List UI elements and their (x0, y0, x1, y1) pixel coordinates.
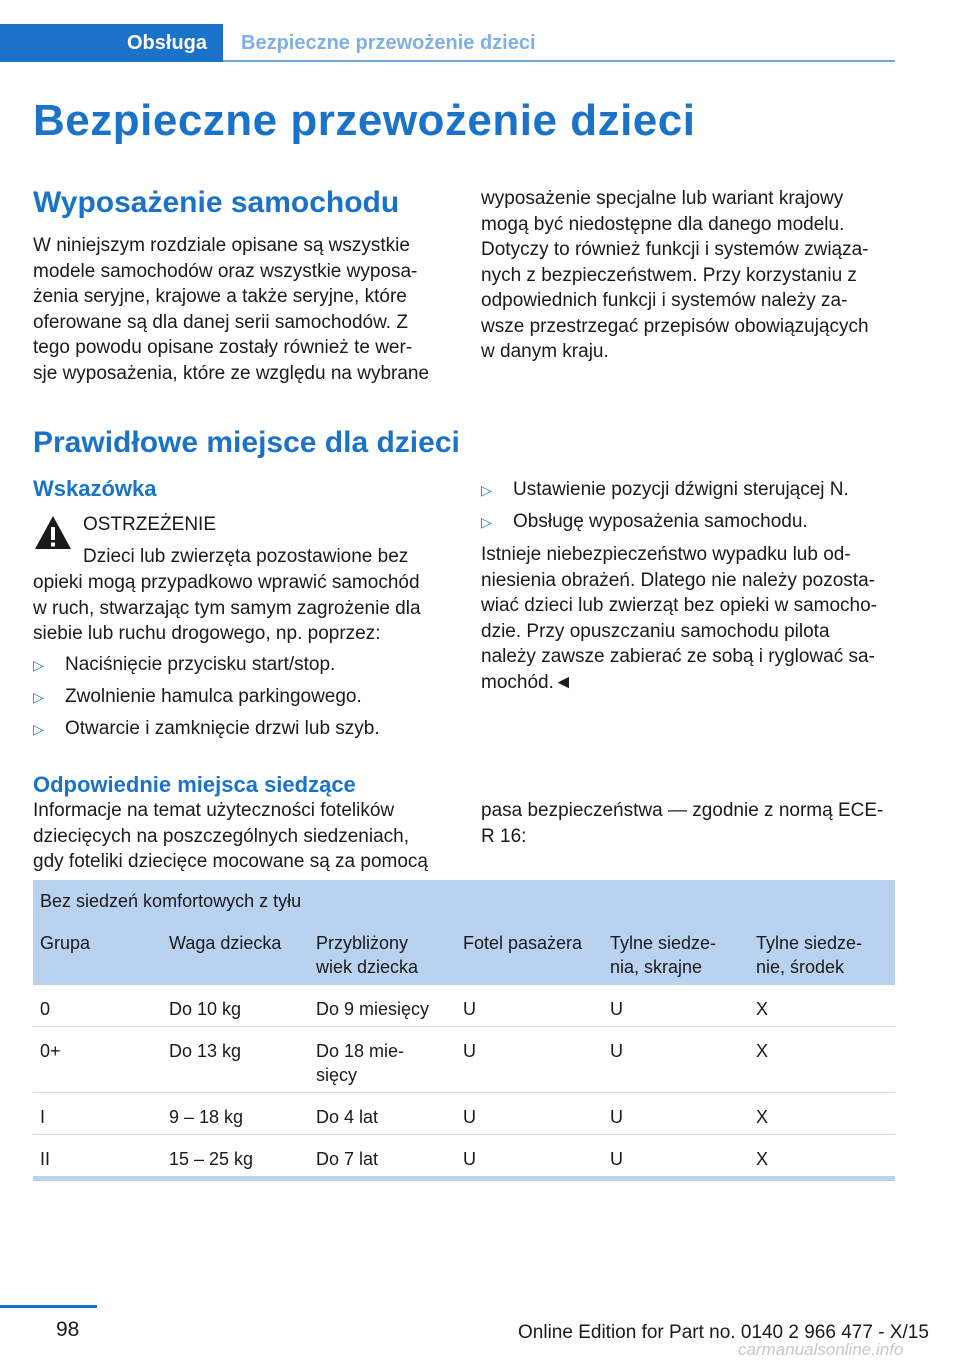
table-cell: X (756, 1041, 769, 1061)
column-header (456, 922, 603, 985)
header-text: Tylne siedze‐ (756, 933, 863, 953)
text-line: mogą być niedostępne dla danego modelu. (481, 213, 845, 235)
warning-icon (33, 513, 73, 553)
seating-heading: Odpowiednie miejsca siedzące (33, 772, 356, 797)
text-line: opieki mogą przypadkowo wprawić samochód (33, 572, 420, 593)
column-header (749, 922, 895, 985)
table-cell: 15 – 25 kg (169, 1149, 254, 1169)
column-header (309, 922, 456, 985)
list-item (481, 477, 849, 503)
section-heading-equipment: Wyposażenie samochodu (33, 186, 400, 219)
table-cell: U (610, 999, 623, 1019)
table-cell: U (610, 1107, 623, 1127)
text-line: w danym kraju. (481, 341, 609, 362)
table-cell: U (463, 999, 476, 1019)
text-line: W niniejszym rozdziale opisane są wszystkie (33, 235, 410, 256)
text-line: nych z bezpieczeństwem. Przy korzystaniu z (481, 264, 857, 286)
table-cell: X (756, 999, 769, 1019)
triangle-bullet-icon: ▷ (33, 657, 44, 673)
table-bottom-rule (33, 1176, 895, 1181)
table-header-row (33, 922, 895, 985)
text-line: dzie. Przy opuszczaniu samochodu pilota (481, 620, 830, 642)
table-cell: X (756, 1149, 769, 1169)
section-heading-child-seat: Prawidłowe miejsce dla dzieci (33, 426, 460, 459)
table-row (33, 1135, 895, 1176)
header-rule (223, 60, 895, 62)
triangle-bullet-icon: ▷ (33, 721, 44, 737)
breadcrumb: Bezpieczne przewożenie dzieci (241, 31, 536, 54)
column-header (603, 922, 749, 985)
seating-text-left (33, 798, 428, 875)
text-line: mochód.◄ (481, 671, 573, 693)
text-line: modele samochodów oraz wszystkie wyposa‐ (33, 260, 418, 282)
footer-rule (0, 1305, 97, 1308)
text-line: gdy foteliki dziecięce mocowane są za pomocą (33, 851, 428, 872)
list-item-text: Ustawienie pozycji dźwigni sterującej N. (513, 479, 849, 500)
text-line: Istnieje niebezpieczeństwo wypadku lub od‐ (481, 544, 851, 565)
text-line: pasa bezpieczeństwa — zgodnie z normą ECE- (481, 800, 884, 821)
triangle-bullet-icon: ▷ (481, 514, 492, 530)
cell-line: sięcy (316, 1065, 358, 1085)
edition-note: Online Edition for Part no. 0140 2 966 477 - X/15 (518, 1322, 929, 1343)
text-line: należy zawsze zabierać ze sobą i ryglować sa‐ (481, 646, 875, 667)
column-header (33, 922, 162, 985)
list-item (33, 716, 380, 742)
watermark: carmanualsonline.info (738, 1340, 904, 1359)
table-cell: I (40, 1107, 46, 1127)
list-item (481, 509, 808, 535)
table-row (33, 1027, 895, 1093)
text-line: w ruch, stwarzając tym samym zagrożenie dla (33, 597, 421, 619)
header-text: Tylne siedze‐ (610, 933, 717, 953)
equipment-text-right (481, 186, 869, 365)
text-line: siebie lub ruchu drogowego, np. poprzez: (33, 623, 381, 644)
table-cell: U (610, 1149, 623, 1169)
table-cell (309, 1027, 456, 1092)
table-cell: U (463, 1107, 476, 1127)
text-line: tego powodu opisane zostały również te wer‐ (33, 337, 413, 358)
text-line: sje wyposażenia, które ze względu na wybrane (33, 362, 430, 384)
text-line: Dotyczy to również funkcji i systemów związa‐ (481, 239, 869, 260)
section-tab: Obsługa (0, 24, 223, 62)
table-cell: Do 13 kg (169, 1041, 242, 1061)
list-item-text: Zwolnienie hamulca parkingowego. (65, 686, 362, 707)
list-item (33, 652, 335, 678)
table-cell: II (40, 1149, 51, 1169)
text-line: żenia seryjne, krajowe a także seryjne, które (33, 286, 407, 307)
page-header (0, 24, 895, 62)
table-cell: U (610, 1041, 623, 1061)
table-cell: Do 7 lat (316, 1149, 379, 1169)
table-cell: Do 4 lat (316, 1107, 379, 1127)
list-item-text: Otwarcie i zamknięcie drzwi lub szyb. (65, 718, 380, 739)
triangle-bullet-icon: ▷ (33, 689, 44, 705)
table-cell: 0 (40, 999, 51, 1019)
table-cell: 0+ (40, 1041, 61, 1061)
table-cell: U (463, 1149, 476, 1169)
note-heading: Wskazówka (33, 476, 157, 501)
header-text: Przybliżony (316, 933, 409, 953)
header-text: Waga dziecka (169, 933, 282, 953)
header-text: Grupa (40, 933, 91, 953)
list-item (33, 684, 362, 710)
text-line: niesienia obrażeń. Dlatego nie należy pozosta‐ (481, 569, 875, 591)
text-line: wsze przestrzegać przepisów obowiązujących (481, 315, 869, 337)
warning-text (33, 570, 421, 647)
text-line: oferowane są dla danej serii samochodów. Z (33, 311, 408, 333)
table-row (33, 985, 895, 1027)
column-header (162, 922, 309, 985)
table-row (33, 1093, 895, 1135)
table-cell: X (756, 1107, 769, 1127)
text-line: Informacje na temat użyteczności fotelików (33, 800, 395, 821)
text-line: R 16: (481, 825, 527, 847)
header-text: wiek dziecka (316, 957, 419, 977)
table-cell: Do 10 kg (169, 999, 242, 1019)
header-text: Fotel pasażera (463, 933, 583, 953)
text-line: odpowiednich funkcji i systemów należy za‐ (481, 290, 848, 311)
page-title: Bezpieczne przewożenie dzieci (33, 96, 696, 145)
list-item-text: Naciśnięcie przycisku start/stop. (65, 654, 336, 675)
list-item-text: Obsługę wyposażenia samochodu. (513, 511, 808, 532)
seating-text-right (481, 798, 883, 849)
table-cell: U (463, 1041, 476, 1061)
triangle-bullet-icon: ▷ (481, 482, 492, 498)
warning-label: OSTRZEŻENIE (83, 514, 217, 535)
page-number: 98 (56, 1318, 80, 1341)
child-seat-table (33, 880, 895, 1181)
header-text: nia, skrajne (610, 957, 703, 977)
text-line: dziecięcych na poszczególnych siedzeniach, (33, 825, 409, 847)
cell-line: Do 18 mie‐ (316, 1041, 405, 1061)
text-line: wyposażenie specjalne lub wariant krajowy (481, 188, 844, 209)
text-line: wiać dzieci lub zwierząt bez opieki w samocho‐ (481, 595, 877, 616)
warning-line: Dzieci lub zwierzęta pozostawione bez (83, 546, 409, 567)
table-cell: Do 9 miesięcy (316, 999, 430, 1019)
warning-continued-text (481, 542, 877, 695)
table-caption: Bez siedzeń komfortowych z tyłu (33, 880, 895, 922)
equipment-text-left (33, 233, 429, 386)
header-text: nie, środek (756, 957, 845, 977)
table-cell: 9 – 18 kg (169, 1107, 244, 1127)
